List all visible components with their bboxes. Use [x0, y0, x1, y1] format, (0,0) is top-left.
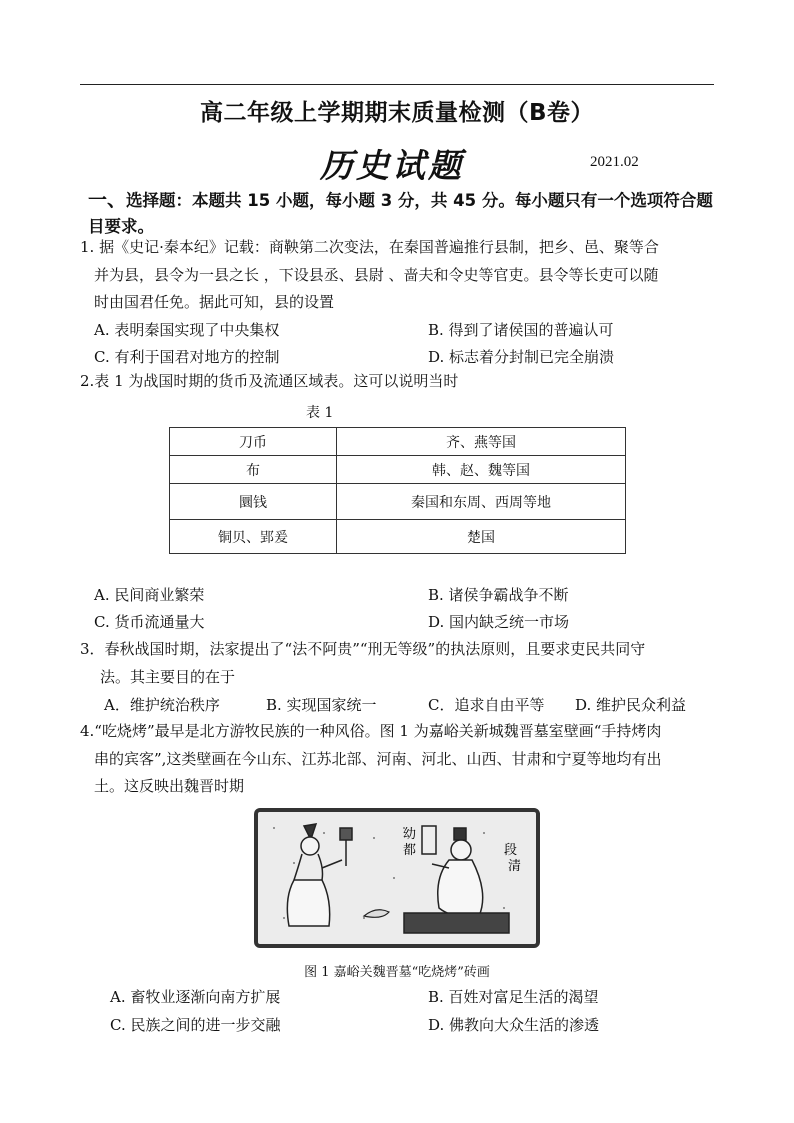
section-instructions: 选择题：本题共 15 小题，每小题 3 分，共 45 分。每小题只有一个选项符合题目要求。 [88, 191, 713, 236]
table-cell: 铜贝、郢爰 [170, 520, 337, 554]
question-line: 法。其主要目的在于 [100, 667, 236, 686]
q4-option-b: B. 百姓对富足生活的渴望 [428, 988, 599, 1006]
mural-illustration [254, 808, 540, 948]
table-cell: 布 [170, 456, 337, 484]
section-heading [88, 187, 728, 240]
mural-label: 清 [508, 859, 522, 874]
mural-label: 幼 [403, 827, 417, 842]
q2-option-c: C. 货币流通量大 [94, 613, 205, 631]
q4-option-a: A. 畜牧业逐渐向南方扩展 [110, 988, 281, 1006]
subject-title: 历史试题 [320, 146, 464, 185]
table-row [170, 456, 626, 484]
header-rule [80, 84, 714, 85]
table-row [170, 428, 626, 456]
question-line: 串的宾客”,这类壁画在今山东、江苏北部、河南、河北、山西、甘肃和宁夏等地均有出 [94, 749, 662, 768]
question-1-stem [80, 234, 659, 317]
exam-date: 2021.02 [590, 154, 639, 170]
figure-caption: 图 1 嘉峪关魏晋墓“吃烧烤”砖画 [304, 965, 490, 980]
q2-option-b: B. 诸侯争霸战争不断 [428, 586, 569, 604]
q1-option-b: B. 得到了诸侯国的普遍认可 [428, 321, 614, 339]
question-4-stem [80, 718, 661, 801]
question-line: 土。这反映出魏晋时期 [94, 777, 245, 795]
table-row [170, 520, 626, 554]
question-line: 并为县，县令为一县之长 ，下设县丞、县尉 、啬夫和令史等官吏。县令等长吏可以随 [94, 265, 659, 284]
question-3-stem [80, 636, 645, 691]
question-line: 时由国君任免。据此可知，县的设置 [94, 293, 335, 311]
section-number: 一、 [88, 189, 127, 211]
table-cell: 楚国 [337, 520, 626, 554]
table-cell: 秦国和东周、西周等地 [337, 484, 626, 520]
currency-table [169, 427, 626, 554]
q3-option-d: D. 维护民众利益 [575, 696, 687, 714]
question-line: 4.“吃烧烤”最早是北方游牧民族的一种风俗。图 1 为嘉峪关新城魏晋墓室壁画“手持烤肉 [80, 722, 662, 740]
q1-option-d: D. 标志着分封制已完全崩溃 [428, 348, 615, 366]
table-cell: 韩、赵、魏等国 [337, 456, 626, 484]
table-row [170, 484, 626, 520]
q2-option-d: D. 国内缺乏统一市场 [428, 613, 570, 631]
table-cell: 刀币 [170, 428, 337, 456]
q4-option-c: C. 民族之间的进一步交融 [110, 1016, 281, 1034]
q1-option-c: C. 有利于国君对地方的控制 [94, 348, 280, 366]
mural-label: 都 [403, 843, 417, 858]
q3-option-b: B. 实现国家统一 [266, 696, 377, 714]
table-cell: 齐、燕等国 [337, 428, 626, 456]
q3-option-a: A．维护统治秩序 [104, 696, 220, 714]
q1-option-a: A. 表明秦国实现了中央集权 [94, 321, 280, 339]
table-title: 表 1 [306, 405, 334, 421]
q3-option-c: C．追求自由平等 [428, 696, 545, 714]
question-line: 1. 据《史记·秦本纪》记载：商鞅第二次变法，在秦国普遍推行县制，把乡、邑、聚等合 [80, 238, 659, 256]
table-cell: 圜钱 [170, 484, 337, 520]
q2-option-a: A. 民间商业繁荣 [94, 586, 205, 604]
q4-option-d: D. 佛教向大众生活的渗透 [428, 1016, 600, 1034]
mural-label: 段 [504, 843, 518, 858]
question-line: 3．春秋战国时期，法家提出了“法不阿贵”“刑无等级”的执法原则，且要求吏民共同守 [80, 640, 646, 658]
question-2-stem: 2.表 1 为战国时期的货币及流通区域表。这可以说明当时 [80, 372, 459, 390]
exam-title: 高二年级上学期期末质量检测（B卷） [199, 100, 595, 126]
